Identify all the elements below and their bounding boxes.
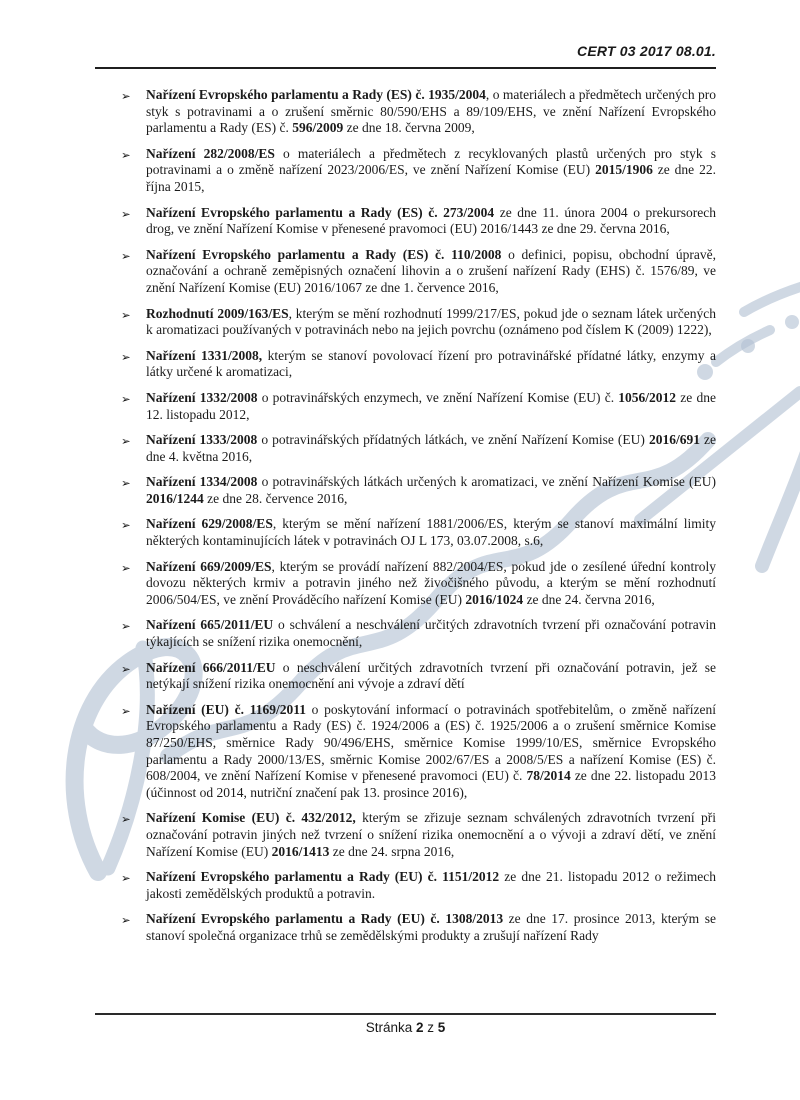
regulation-text: Nařízení Evropského parlamentu a Rady (ES) č. 273/2004 ze dne 11. února 2004 o prekursorech drog, ve znění Nařízení Komise v přenesené pravomoci (EU) 2016/1443 ze dne 29. června 2016, [146, 204, 716, 237]
list-item [95, 810, 716, 860]
arrow-bullet-icon: ➢ [121, 476, 131, 491]
regulation-text: Nařízení 666/2011/EU o neschválení určitých zdravotních tvrzení při označování potravin, jež se netýkají snížení rizika onemocnění ani vývoje a zdraví dětí [146, 659, 717, 692]
regulation-text: Nařízení Evropského parlamentu a Rady (ES) č. 1935/2004, o materiálech a předmětech určených pro styk s potravinami a o zrušení směrnic 80/590/EHS a 89/109/EHS, ve znění Nařízení Evropského parlamentu a Rady (ES) č. 596/2009 ze dne 18. června 2009, [146, 87, 716, 136]
arrow-bullet-icon: ➢ [121, 206, 131, 221]
regulation-list [95, 87, 716, 945]
list-item [95, 146, 716, 196]
regulation-text: Nařízení 1334/2008 o potravinářských látkách určených k aromatizaci, ve znění Nařízení Komise (EU) 2016/1244 ze dne 28. července 2016, [146, 474, 716, 506]
list-item [95, 348, 716, 381]
arrow-bullet-icon: ➢ [121, 147, 131, 162]
footer-current-page: 2 [415, 1020, 424, 1035]
list-item [95, 306, 716, 339]
list-item [95, 247, 716, 297]
arrow-bullet-icon: ➢ [121, 812, 131, 827]
content-area [95, 87, 716, 954]
arrow-bullet-icon: ➢ [121, 434, 131, 449]
regulation-text: Nařízení 282/2008/ES o materiálech a předmětech z recyklovaných plastů určených pro styk s potravinami a o změně nařízení 2023/2006/ES, ve znění Nařízení Komise (EU) 2015/1906 ze dne 22. října 2015, [146, 145, 717, 194]
arrow-bullet-icon: ➢ [121, 913, 131, 928]
list-item [95, 516, 716, 549]
arrow-bullet-icon: ➢ [121, 871, 131, 886]
footer-separator: z [427, 1020, 435, 1035]
arrow-bullet-icon: ➢ [121, 560, 131, 575]
list-item [95, 869, 716, 902]
regulation-text: Nařízení 1332/2008 o potravinářských enzymech, ve znění Nařízení Komise (EU) č. 1056/2012 ze dne 12. listopadu 2012, [146, 389, 716, 422]
regulation-text: Nařízení 669/2009/ES, kterým se provádí nařízení 882/2004/ES, pokud jde o zesílené úřední kontroly dovozu některých krmiv a potravin jiného než živočišného původu, a kterým se mění rozhodnutí 2006/504/ES, ve znění Prováděcího nařízení Komise (EU) 2016/1024 ze dne 24. června 2016, [146, 558, 717, 607]
arrow-bullet-icon: ➢ [121, 619, 131, 634]
list-item [95, 432, 716, 465]
arrow-bullet-icon: ➢ [121, 661, 131, 676]
regulation-text: Nařízení Komise (EU) č. 432/2012, kterým se zřizuje seznam schválených zdravotních tvrzení při označování potravin jiných než tvrzení o snížení rizika onemocnění a o vývoji a zdraví dětí, ve znění Nařízení Komise (EU) 2016/1413 ze dne 24. srpna 2016, [146, 810, 716, 859]
header-document-code: CERT 03 2017 08.01. [577, 43, 716, 59]
regulation-text: Nařízení Evropského parlamentu a Rady (EU) č. 1308/2013 ze dne 17. prosince 2013, kterým se stanoví společná organizace trhů se zemědělskými produkty a zrušují nařízení Rady [146, 911, 716, 943]
regulation-text: Nařízení (EU) č. 1169/2011 o poskytování informací o potravinách spotřebitelům, o změně nařízení Evropského parlamentu a Rady (ES) č. 1924/2006 a (ES) č. 1925/2006 a o zrušení směrnice Komise 87/250/EHS, směrnice Rady 90/496/EHS, směrnice Komise 1999/10/ES, směrnice Evropského parlamentu a Rady 2000/13/ES, směrnic Komise 2002/67/ES a 2008/5/ES a nařízení Komise (ES) č. 608/2004, ve znění Nařízení Komise v přenesené pravomoci (EU) č. 78/2014 ze dne 22. listopadu 2013 (účinnost od 2014, nutriční značení pak 13. prosince 2016), [146, 701, 716, 800]
footer-label: Stránka [365, 1020, 413, 1035]
regulation-text: Rozhodnutí 2009/163/ES, kterým se mění rozhodnutí 1999/217/ES, pokud jde o seznam látek určených k aromatizaci používaných v potravinách nebo na jejich povrchu (oznámeno pod číslem K (2009) 1222), [146, 305, 716, 338]
list-item [95, 617, 716, 650]
header-rule [95, 67, 716, 69]
regulation-text: Nařízení 665/2011/EU o schválení a neschválení určitých zdravotních tvrzení při označování potravin týkajících se snížení rizika onemocnění, [146, 617, 716, 650]
arrow-bullet-icon: ➢ [121, 518, 131, 533]
regulation-text: Nařízení 1331/2008, kterým se stanoví povolovací řízení pro potravinářské přídatné látky, enzymy a látky určené k aromatizaci, [146, 347, 716, 380]
arrow-bullet-icon: ➢ [121, 307, 131, 322]
list-item [95, 205, 716, 238]
footer-rule [95, 1013, 716, 1015]
arrow-bullet-icon: ➢ [121, 248, 131, 263]
list-item [95, 559, 716, 609]
page-number [95, 1020, 716, 1035]
regulation-text: Nařízení 1333/2008 o potravinářských přídatných látkách, ve znění Nařízení Komise (EU) 2016/691 ze dne 4. května 2016, [146, 432, 716, 464]
regulation-text: Nařízení 629/2008/ES, kterým se mění nařízení 1881/2006/ES, kterým se stanoví maximální limity některých kontaminujících látek v potravinách OJ L 173, 03.07.2008, s.6, [146, 516, 716, 549]
list-item [95, 702, 716, 802]
regulation-text: Nařízení Evropského parlamentu a Rady (EU) č. 1151/2012 ze dne 21. listopadu 2012 o režimech jakosti zemědělských produktů a potravin. [146, 869, 716, 901]
regulation-text: Nařízení Evropského parlamentu a Rady (ES) č. 110/2008 o definici, popisu, obchodní úpravě, označování a ochraně zeměpisných označení lihovin a o zrušení nařízení Rady (EHS) č. 1576/89, ve znění Nařízení Komise (EU) 2016/1067 ze dne 1. července 2016, [146, 246, 716, 295]
list-item [95, 474, 716, 507]
list-item [95, 390, 716, 423]
arrow-bullet-icon: ➢ [121, 349, 131, 364]
list-item [95, 660, 716, 693]
list-item [95, 87, 716, 137]
arrow-bullet-icon: ➢ [121, 89, 131, 103]
arrow-bullet-icon: ➢ [121, 703, 131, 718]
footer-total-pages: 5 [437, 1020, 446, 1035]
list-item [95, 911, 716, 944]
arrow-bullet-icon: ➢ [121, 391, 131, 406]
